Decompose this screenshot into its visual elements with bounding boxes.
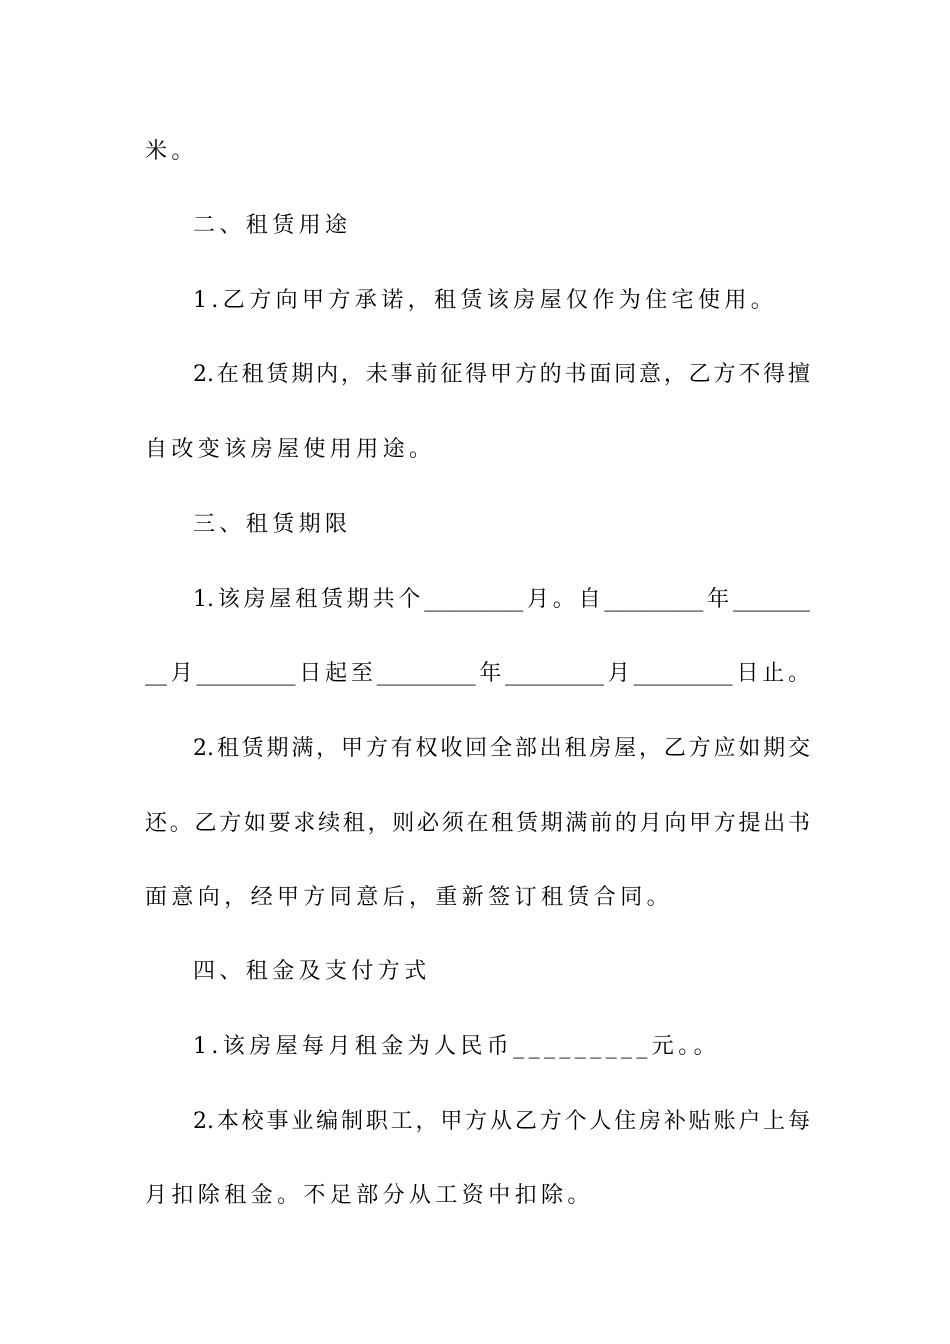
paragraph-line: 面意向，经甲方同意后，重新签订租赁合同。 <box>145 885 674 910</box>
section-heading: 三、租赁期限 <box>193 512 352 537</box>
paragraph-line: 还。乙方如要求续租，则必须在租赁期满前的月向甲方提出书 <box>145 811 810 836</box>
paragraph-line: __月_________日起至_________年_________月_________日止。 <box>145 661 810 686</box>
paragraph-line: 1.该房屋每月租金为人民币_________元。。 <box>193 1034 720 1059</box>
paragraph-line: 米。 <box>145 139 198 164</box>
paragraph-line: 2.本校事业编制职工，甲方从乙方个人住房补贴账户上每 <box>193 1109 810 1134</box>
section-heading: 四、租金及支付方式 <box>193 959 431 984</box>
paragraph-line: 1.该房屋租赁期共个_________月。自_________年_______ <box>193 587 810 612</box>
section-heading: 二、租赁用途 <box>193 213 352 238</box>
paragraph-line: 月扣除租金。不足部分从工资中扣除。 <box>145 1183 594 1208</box>
paragraph-line: 自改变该房屋使用用途。 <box>145 437 436 462</box>
paragraph-line: 1.乙方向甲方承诺，租赁该房屋仅作为住宅使用。 <box>193 288 778 313</box>
paragraph-line: 2.在租赁期内，未事前征得甲方的书面同意，乙方不得擅 <box>193 362 810 387</box>
paragraph-line: 2.租赁期满，甲方有权收回全部出租房屋，乙方应如期交 <box>193 736 810 761</box>
